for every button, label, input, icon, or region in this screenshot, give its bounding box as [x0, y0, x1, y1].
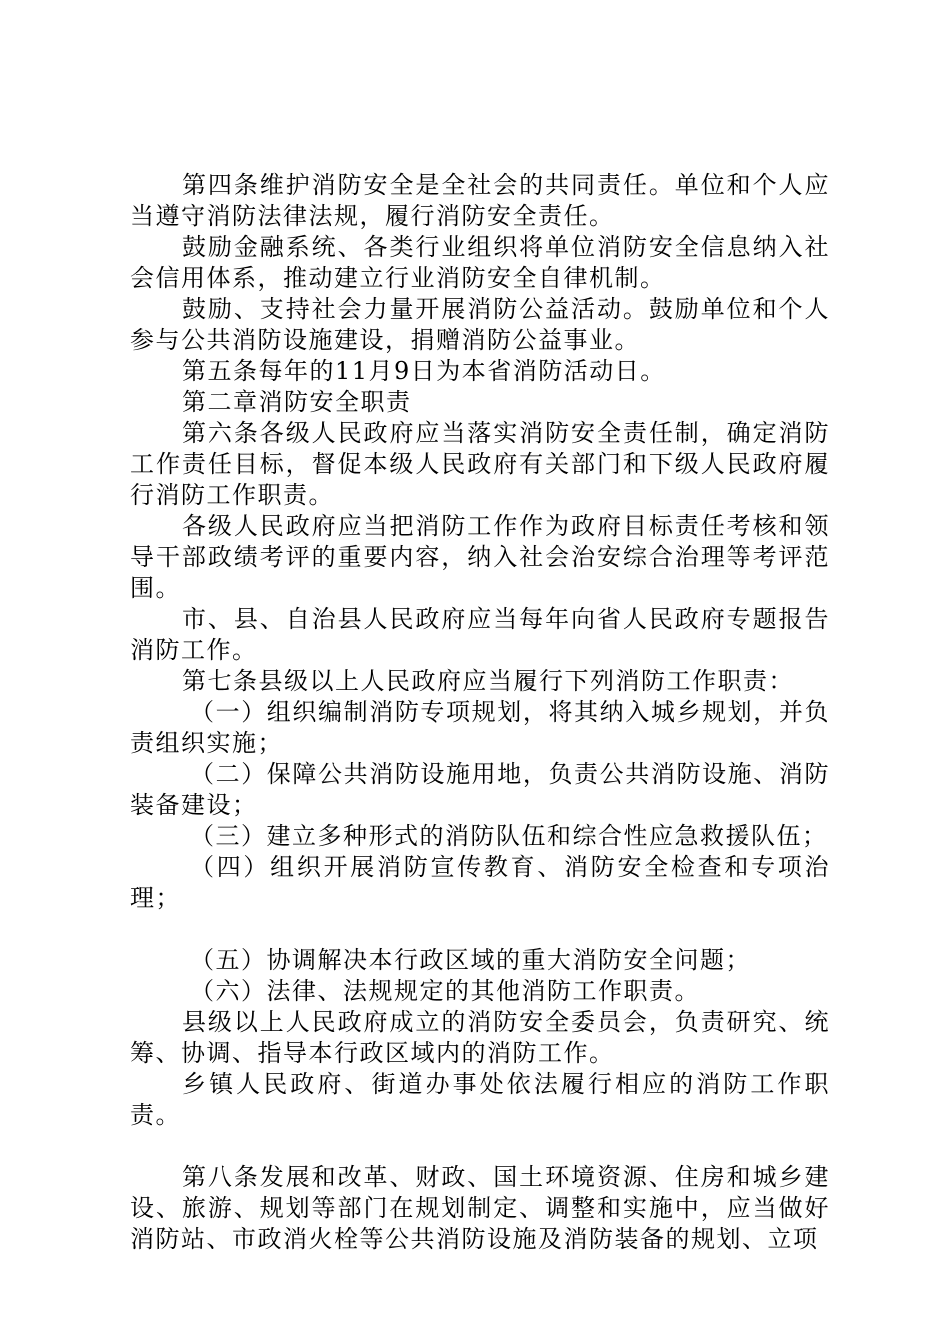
article-7-paragraph: 第七条县级以上人民政府应当履行下列消防工作职责：: [182, 667, 794, 695]
document-body: [130, 170, 830, 1255]
article-7-item-3: （三）建立多种形式的消防队伍和综合性应急救援队伍；: [190, 822, 828, 850]
article-5-paragraph: 第五条每年的11月9日为本省消防活动日。: [182, 357, 666, 385]
article-7-committee-paragraph: 县级以上人民政府成立的消防安全委员会，负责研究、统筹、协调、指导本行政区域内的消防工作。: [130, 1008, 830, 1067]
article-6-report-paragraph: 市、县、自治县人民政府应当每年向省人民政府专题报告消防工作。: [130, 605, 830, 664]
article-8-paragraph: 第八条发展和改革、财政、国土环境资源、住房和城乡建设、旅游、规划等部门在规划制定、调整和实施中，应当做好消防站、市政消火栓等公共消防设施及消防装备的规划、立项: [130, 1163, 830, 1253]
article-4-credit-paragraph: 鼓励金融系统、各类行业组织将单位消防安全信息纳入社会信用体系，推动建立行业消防安全自律机制。: [130, 233, 830, 292]
article-7-item-2: （二）保障公共消防设施用地，负责公共消防设施、消防装备建设；: [130, 760, 830, 819]
chapter-2-heading: 第二章消防安全职责: [182, 388, 412, 416]
article-7-item-1: （一）组织编制消防专项规划，将其纳入城乡规划，并负责组织实施；: [130, 698, 830, 757]
article-7-township-paragraph: 乡镇人民政府、街道办事处依法履行相应的消防工作职责。: [130, 1070, 830, 1129]
article-4-public-welfare-paragraph: 鼓励、支持社会力量开展消防公益活动。鼓励单位和个人参与公共消防设施建设，捐赠消防公益事业。: [130, 295, 830, 354]
article-6-assessment-paragraph: 各级人民政府应当把消防工作作为政府目标责任考核和领导干部政绩考评的重要内容，纳入社会治安综合治理等考评范围。: [130, 512, 830, 602]
article-7-item-5: （五）协调解决本行政区域的重大消防安全问题；: [190, 946, 751, 974]
article-7-item-4: （四）组织开展消防宣传教育、消防安全检查和专项治理；: [130, 853, 830, 912]
article-4-paragraph: 第四条维护消防安全是全社会的共同责任。单位和个人应当遵守消防法律法规，履行消防安全责任。: [130, 171, 830, 230]
article-7-item-6: （六）法律、法规规定的其他消防工作职责。: [190, 977, 700, 1005]
article-6-paragraph: 第六条各级人民政府应当落实消防安全责任制，确定消防工作责任目标，督促本级人民政府有关部门和下级人民政府履行消防工作职责。: [130, 419, 830, 509]
